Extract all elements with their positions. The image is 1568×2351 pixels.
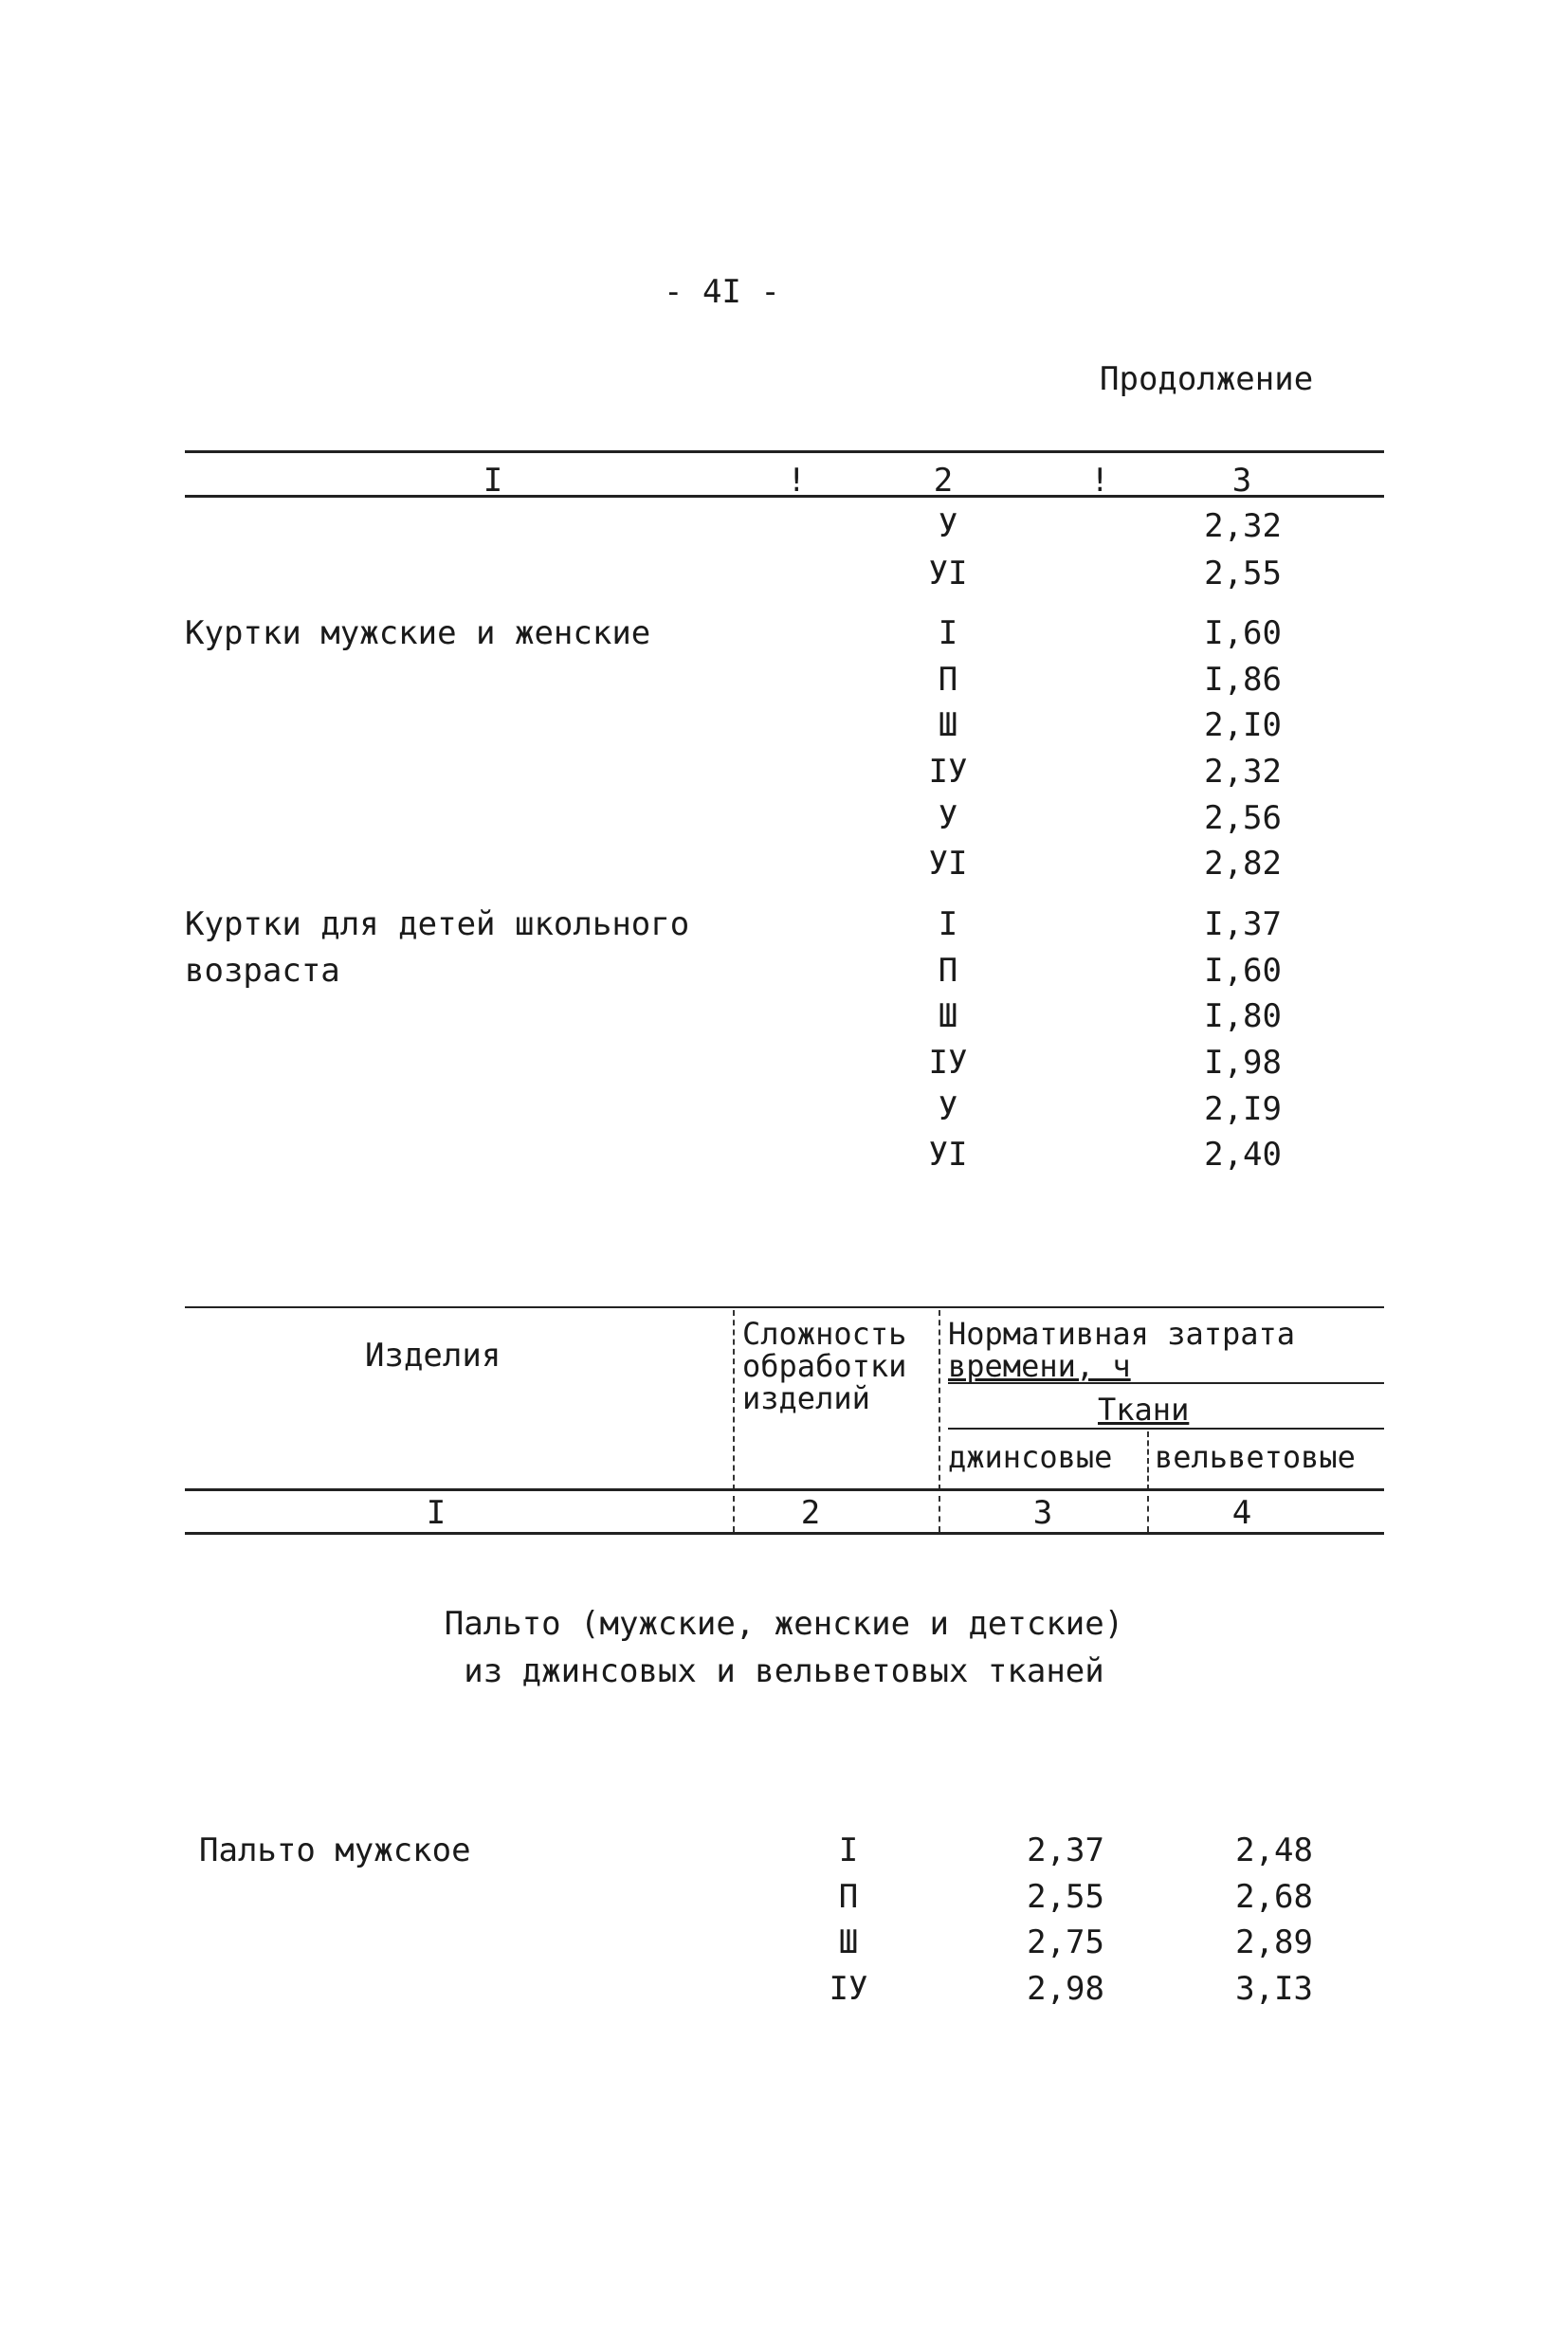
table1-sep1: !: [787, 462, 807, 500]
table2-numsep-1: [733, 1496, 735, 1532]
table2-vline-1: [733, 1310, 735, 1490]
table2-vline-3: [1147, 1431, 1149, 1490]
table1-sep2: !: [1090, 462, 1110, 500]
complexity-level: У: [938, 507, 958, 545]
complexity-level: IУ: [829, 1970, 868, 2008]
time-norm-value: 2,56: [1204, 799, 1282, 837]
col-slozhnost-2: обработки: [742, 1348, 907, 1384]
jeans-value: 2,75: [1027, 1923, 1104, 1961]
complexity-level: Ш: [938, 706, 958, 744]
col-norm-2: времени, ч: [948, 1348, 1131, 1384]
complexity-level: У: [938, 1090, 958, 1128]
complexity-level: I: [938, 614, 958, 652]
col-slozhnost-1: Сложность: [742, 1316, 907, 1352]
table2-vline-2: [939, 1310, 940, 1490]
section-title-2: из джинсовых и вельветовых тканей: [464, 1652, 1104, 1690]
time-norm-value: I,60: [1204, 614, 1282, 652]
velvet-value: 2,68: [1235, 1878, 1313, 1916]
product-name: возраста: [185, 952, 340, 990]
page-number: - 4I -: [664, 273, 780, 311]
product-name: Пальто мужское: [199, 1832, 471, 1869]
velvet-value: 2,48: [1235, 1832, 1313, 1869]
time-norm-value: 2,55: [1204, 555, 1282, 592]
complexity-level: IУ: [928, 753, 968, 791]
norm-underline: [948, 1382, 1384, 1384]
table2-num-2: 2: [800, 1494, 821, 1532]
time-norm-value: 2,40: [1204, 1136, 1282, 1174]
col-jeans: джинсовые: [948, 1439, 1113, 1475]
complexity-level: П: [938, 661, 958, 699]
complexity-level: У: [938, 799, 958, 837]
col-norm-1: Нормативная затрата: [948, 1316, 1296, 1352]
time-norm-value: 2,82: [1204, 845, 1282, 883]
velvet-value: 3,I3: [1235, 1970, 1313, 2008]
table1-col2-number: 2: [933, 462, 954, 500]
time-norm-value: 2,32: [1204, 507, 1282, 545]
jeans-value: 2,55: [1027, 1878, 1104, 1916]
complexity-level: П: [938, 952, 958, 990]
section-title-1: Пальто (мужские, женские и детские): [444, 1605, 1124, 1643]
time-norm-value: 2,32: [1204, 753, 1282, 791]
complexity-level: IУ: [928, 1044, 968, 1082]
complexity-level: I: [938, 905, 958, 943]
complexity-level: I: [838, 1832, 859, 1869]
table2-header-rule: [185, 1488, 1384, 1491]
table1-col1-number: I: [483, 462, 503, 500]
col-slozhnost-3: изделий: [742, 1380, 870, 1416]
product-name: Куртки для детей школьного: [185, 905, 690, 943]
table2-num-3: 3: [1032, 1494, 1053, 1532]
col-izdeliya: Изделия: [365, 1337, 501, 1375]
tkani-underline: [948, 1428, 1384, 1430]
product-name: Куртки мужские и женские: [185, 614, 651, 652]
complexity-level: УI: [928, 1136, 968, 1174]
table2-num-1: I: [426, 1494, 447, 1532]
complexity-level: УI: [928, 555, 968, 592]
time-norm-value: I,37: [1204, 905, 1282, 943]
time-norm-value: 2,I0: [1204, 706, 1282, 744]
col-tkani: Ткани: [1098, 1392, 1190, 1428]
table2-top-rule: [185, 1306, 1384, 1308]
time-norm-value: I,86: [1204, 661, 1282, 699]
jeans-value: 2,98: [1027, 1970, 1104, 2008]
velvet-value: 2,89: [1235, 1923, 1313, 1961]
table1-top-rule: [185, 450, 1384, 453]
time-norm-value: 2,I9: [1204, 1090, 1282, 1128]
complexity-level: Ш: [838, 1923, 859, 1961]
complexity-level: УI: [928, 845, 968, 883]
table1-col3-number: 3: [1231, 462, 1252, 500]
jeans-value: 2,37: [1027, 1832, 1104, 1869]
time-norm-value: I,80: [1204, 997, 1282, 1035]
table2-numbers-rule: [185, 1532, 1384, 1535]
table1-header-rule: [185, 495, 1384, 498]
table2-numsep-2: [939, 1496, 940, 1532]
time-norm-value: I,60: [1204, 952, 1282, 990]
table2-numsep-3: [1147, 1496, 1149, 1532]
table2-num-4: 4: [1231, 1494, 1252, 1532]
continuation-label: Продолжение: [1100, 360, 1314, 398]
time-norm-value: I,98: [1204, 1044, 1282, 1082]
complexity-level: П: [838, 1878, 859, 1916]
col-velvet: вельветовые: [1155, 1439, 1356, 1475]
complexity-level: Ш: [938, 997, 958, 1035]
